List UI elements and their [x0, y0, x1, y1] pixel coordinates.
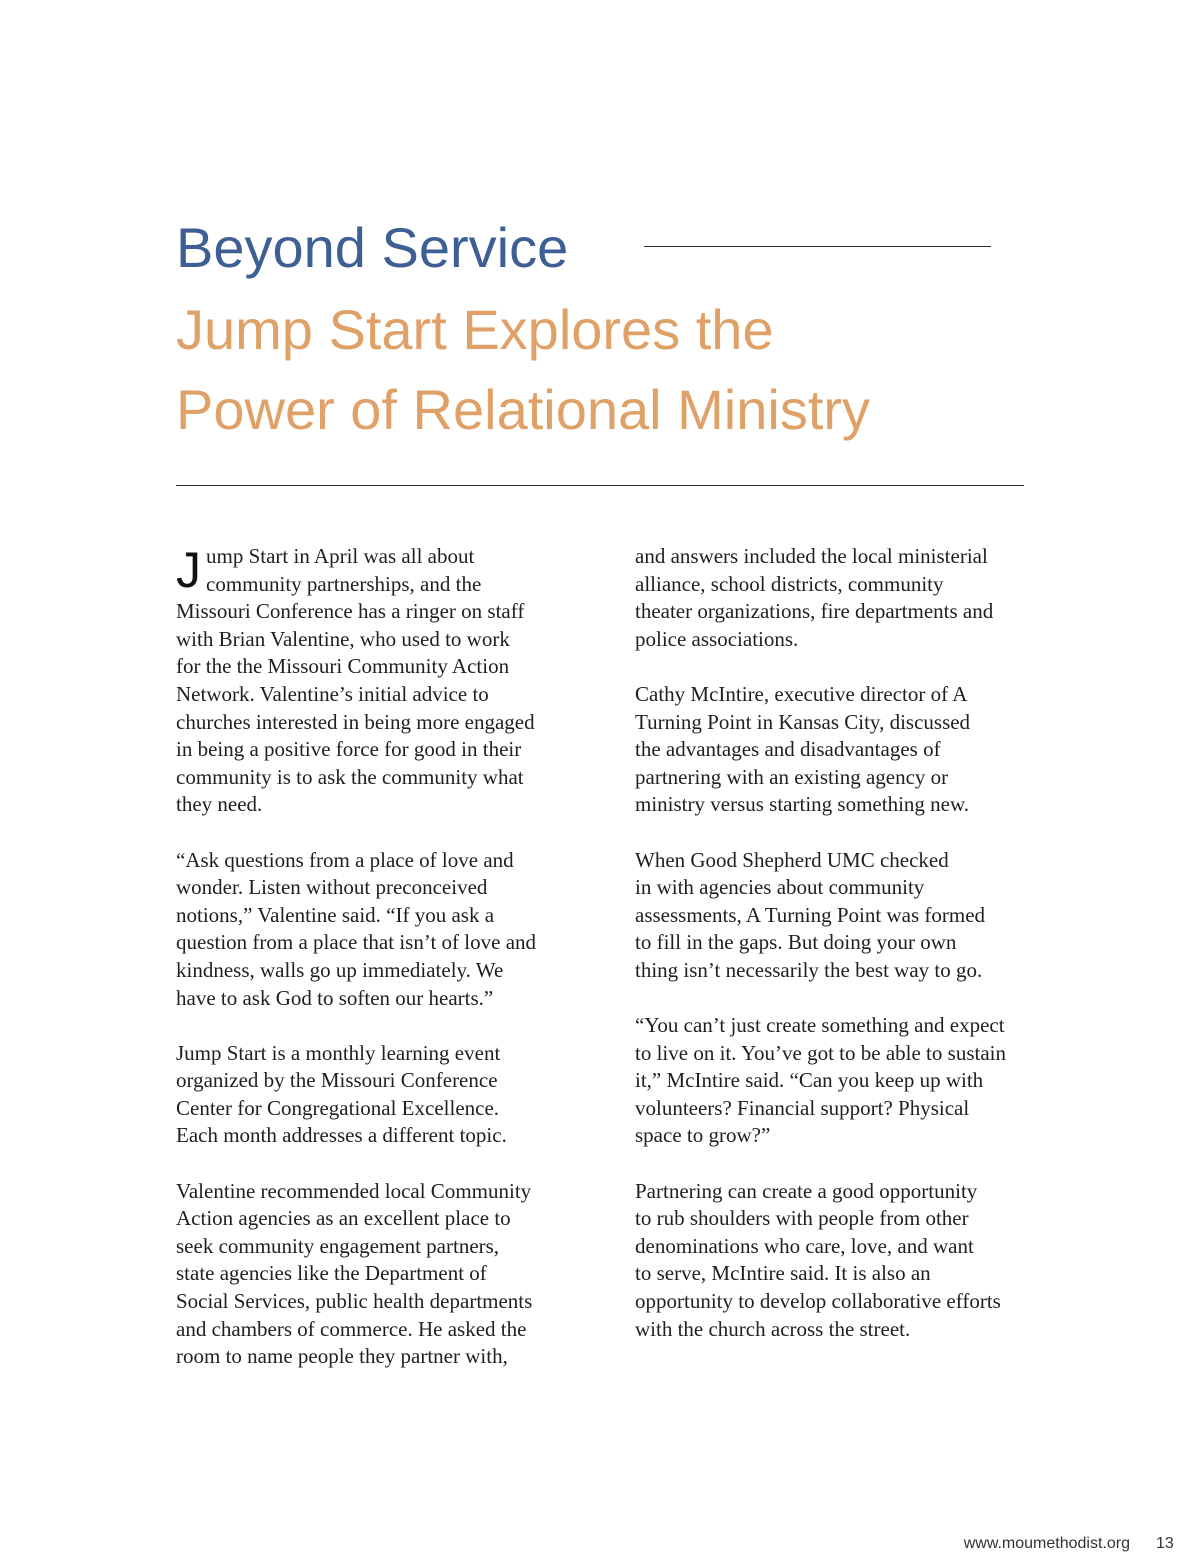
text-line: police associations.: [635, 626, 799, 651]
text-line: volunteers? Financial support? Physical: [635, 1095, 970, 1120]
text-line: it,” McIntire said. “Can you keep up with: [635, 1068, 984, 1093]
text-line: for the the Missouri Community Action: [176, 654, 510, 679]
text-line: opportunity to develop collaborative efforts: [635, 1289, 1001, 1314]
text-line: room to name people they partner with,: [176, 1344, 508, 1369]
text-line: ump Start in April was all about: [206, 544, 475, 568]
kicker-divider: [644, 246, 991, 247]
text-line: community is to ask the community what: [176, 764, 524, 789]
text-line: with Brian Valentine, who used to work: [176, 626, 510, 651]
text-line: Valentine recommended local Community: [176, 1178, 532, 1203]
drop-cap: J: [176, 542, 201, 598]
text-line: Center for Congregational Excellence.: [176, 1095, 500, 1120]
paragraph: [635, 1178, 1035, 1344]
text-line: Jump Start is a monthly learning event: [176, 1040, 501, 1065]
article-column-right: [635, 543, 1035, 1371]
text-line: to serve, McIntire said. It is also an: [635, 1261, 931, 1286]
paragraph: [176, 1178, 576, 1371]
text-line: with the church across the street.: [635, 1316, 911, 1341]
text-line: question from a place that isn’t of love and: [176, 930, 537, 955]
section-divider: [176, 485, 1024, 486]
paragraph: [635, 1012, 1035, 1150]
text-line: thing isn’t necessarily the best way to go.: [635, 957, 983, 982]
text-line: Cathy McIntire, executive director of A: [635, 681, 968, 706]
footer-website-link[interactable]: www.moumethodist.org: [963, 1535, 1130, 1552]
text-line: theater organizations, fire departments and: [635, 599, 994, 624]
text-line: Each month addresses a different topic.: [176, 1123, 507, 1148]
text-line: churches interested in being more engaged: [176, 709, 535, 734]
text-line: notions,” Valentine said. “If you ask a: [176, 902, 495, 927]
text-line: in with agencies about community: [635, 875, 925, 900]
text-line: When Good Shepherd UMC checked: [635, 847, 949, 872]
text-line: Action agencies as an excellent place to: [176, 1206, 511, 1231]
paragraph: [635, 681, 1035, 819]
text-line: organized by the Missouri Conference: [176, 1068, 498, 1093]
text-line: “You can’t just create something and expect: [635, 1013, 1005, 1038]
text-line: and answers included the local ministerial: [635, 544, 988, 568]
text-line: denominations who care, love, and want: [635, 1233, 974, 1258]
text-line: and chambers of commerce. He asked the: [176, 1316, 527, 1341]
text-line: the advantages and disadvantages of: [635, 737, 941, 762]
text-line: Social Services, public health departments: [176, 1289, 533, 1314]
text-line: to rub shoulders with people from other: [635, 1206, 969, 1231]
text-line: have to ask God to soften our hearts.”: [176, 985, 494, 1010]
text-line: kindness, walls go up immediately. We: [176, 957, 504, 982]
paragraph: [635, 543, 1035, 653]
page-number: 13: [1156, 1535, 1174, 1552]
text-line: alliance, school districts, community: [635, 571, 944, 596]
text-line: Partnering can create a good opportunity: [635, 1178, 978, 1203]
paragraph: [635, 847, 1035, 985]
text-line: “Ask questions from a place of love and: [176, 847, 514, 872]
paragraph: [176, 1040, 576, 1150]
text-line: seek community engagement partners,: [176, 1233, 500, 1258]
paragraph: [176, 847, 576, 1013]
text-line: assessments, A Turning Point was formed: [635, 902, 986, 927]
text-line: community partnerships, and the: [206, 571, 482, 596]
text-line: wonder. Listen without preconceived: [176, 875, 488, 900]
section-kicker: Beyond Service: [176, 216, 569, 279]
text-line: Turning Point in Kansas City, discussed: [635, 709, 971, 734]
text-line: to fill in the gaps. But doing your own: [635, 930, 957, 955]
text-line: they need.: [176, 792, 263, 817]
text-line: space to grow?”: [635, 1123, 771, 1148]
headline-line: Jump Start Explores the: [176, 298, 774, 361]
article-column-left: [176, 543, 576, 1398]
text-line: in being a positive force for good in their: [176, 737, 522, 762]
text-line: partnering with an existing agency or: [635, 764, 949, 789]
text-line: Missouri Conference has a ringer on staff: [176, 599, 525, 624]
text-line: to live on it. You’ve got to be able to sustain: [635, 1040, 1006, 1065]
text-line: state agencies like the Department of: [176, 1261, 487, 1286]
article-headline: [176, 290, 1156, 450]
paragraph: [176, 543, 576, 819]
text-line: ministry versus starting something new.: [635, 792, 970, 817]
headline-line: Power of Relational Ministry: [176, 378, 871, 441]
text-line: Network. Valentine’s initial advice to: [176, 681, 489, 706]
